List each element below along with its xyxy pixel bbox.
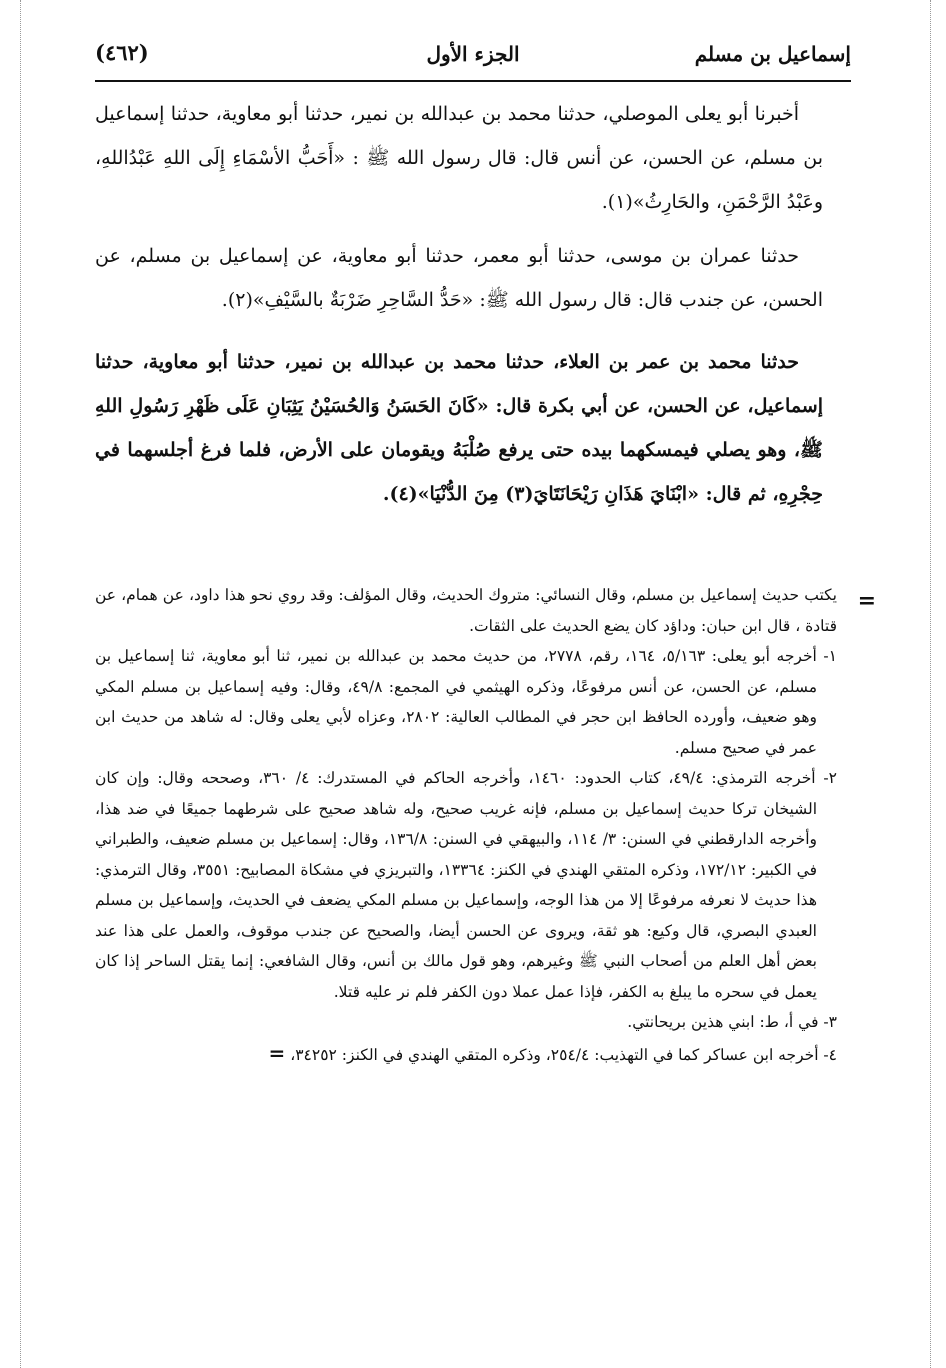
header-rule (95, 80, 851, 82)
footnotes (95, 580, 837, 1070)
margin-dotted-line (20, 0, 21, 1368)
footnote-4-text: ٤- أخرجه ابن عساكر كما في التهذيب: ٢٥٤/٤، وذكره المتقي الهندي في الكنز: ٣٤٢٥٢، (290, 1045, 837, 1064)
page-number: (٤٦٢) (95, 40, 149, 65)
main-text (95, 92, 823, 526)
footnote-2: ٢- أخرجه الترمذي: ٤٩/٤، كتاب الحدود: ١٤٦٠، وأخرجه الحاكم في المستدرك: ٤/ ٣٦٠، وصححه وقال: وإن كان الشيخان تركا حديث إسماعيل بن مسلم، فإنه غريب صحيح، وله شاهد صحيح على شرطهما جميعًا في ضد هذا، وأخرجه الدارقطني في السنن: ٣/ ١١٤، والبيهقي في السنن: ١٣٦/٨، وقال: إسماعيل بن مسلم ضعيف، والطبراني في الكبير: ١٧٢/١٢، وذكره المتقي الهندي في الكنز: ١٣٣٦٤، والتبريزي في مشكاة المصابيح: ٣٥٥١، وقال الترمذي: هذا حديث لا نعرفه مرفوعًا إلا من هذا الوجه، وإسماعيل بن مسلم المكي يضعف في الحديث، وإسماعيل بن مسلم العبدي البصري، قال وكيع: هو ثقة، ويروى عن الحسن أيضا، والصحيح عن جندب موقوف، والعمل على هذا عند بعض أهل العلم من أصحاب النبي ﷺ وغيرهم، وهو قول مالك بن أنس، وقال الشافعي: إنما يقتل الساحر إذا كان يعمل في سحره ما يبلغ به الكفر، فإذا عمل عملا دون الكفر فلم نر عليه قتلا. (95, 769, 837, 1001)
footnote-trail-marker: = (268, 1040, 286, 1065)
part-title: الجزء الأول (426, 42, 520, 66)
footnote-4 (95, 1038, 837, 1071)
hadith-paragraph: حدثنا محمد بن عمر بن العلاء، حدثنا محمد بن عبدالله بن نمير، حدثنا أبو معاوية، حدثنا إسماعيل، عن الحسن، عن أبي بكرة قال: «كَانَ الحَسَنُ وَالحُسَيْنُ يَثِبَانِ عَلَى ظَهْرِ رَسُولِ اللهِ ﷺ، وهو يصلي فيمسكهما بيده حتى يرفع صُلْبَهُ ويقومان على الأرض، فلما فرغ أجلسهما في حِجْرِهِ، ثم قال: «ابْنَايَ هَذَانِ رَيْحَانَتَايَ(٣) مِنَ الدُّنْيَا»(٤). (95, 351, 823, 505)
footnote-continuation: يكتب حديث إسماعيل بن مسلم، وقال النسائي: متروك الحديث، وقال المؤلف: وقد روي نحو هذا داود، عن همام، عن قتادة ، قال ابن حبان: وداؤد كان يضع الحديث على الثقات. (95, 586, 837, 635)
footnote-1: ١- أخرجه أبو يعلى: ٥/١٦٣، ١٦٤، رقم، ٢٧٧٨، من حديث محمد بن عبدالله بن نمير، ثنا أبو معاوية، ثنا إسماعيل بن مسلم، عن الحسن، عن أنس مرفوعًا، وذكره الهيثمي في المجمع: ٤٩/٨، وقال: وفيه إسماعيل بن مسلم المكي وهو ضعيف، وأورده الحافظ ابن حجر في المطالب العالية: ٢٨٠٢، وعزاه لأبي يعلى وقال: له شاهد من حديث ابن عمر في صحيح مسلم. (95, 647, 837, 757)
page-header (95, 38, 851, 78)
margin-dotted-line (930, 0, 931, 1368)
hadith-paragraph: حدثنا عمران بن موسى، حدثنا أبو معمر، حدثنا أبو معاوية، عن إسماعيل بن مسلم، عن الحسن، عن جندب قال: قال رسول الله ﷺ: «حَدُّ السَّاحِرِ ضَرْبَةٌ بالسَّيْفِ»(٢). (95, 245, 823, 311)
footnote-3: ٣- في أ، ط: ابني هذين بريحانتي. (627, 1013, 837, 1031)
footnote-continuation-marker: = (857, 588, 876, 614)
running-title: إسماعيل بن مسلم (694, 42, 851, 66)
hadith-paragraph: أخبرنا أبو يعلى الموصلي، حدثنا محمد بن عبدالله بن نمير، حدثنا أبو معاوية، حدثنا إسماعيل بن مسلم، عن الحسن، عن أنس قال: قال رسول الله ﷺ : «أَحَبُّ الأسْمَاءِ إِلَى اللهِ عَبْدُاللهِ، وعَبْدُ الرَّحْمَنِ، والحَارِثُ»(١). (95, 103, 823, 213)
